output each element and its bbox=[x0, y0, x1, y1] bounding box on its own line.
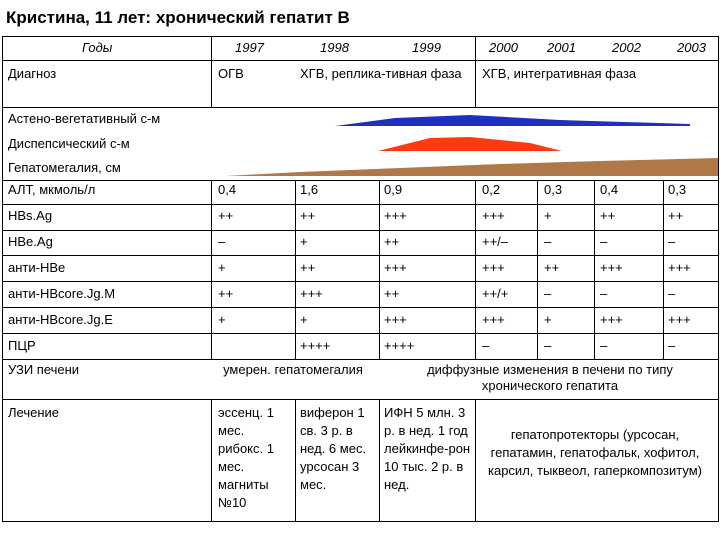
table-cell: – bbox=[668, 286, 676, 301]
table-cell: ++ bbox=[384, 234, 400, 249]
table-cell: +++ bbox=[668, 260, 691, 275]
diagnosis-integrative: ХГВ, интегративная фаза bbox=[482, 66, 637, 81]
table-cell: +++ bbox=[384, 208, 407, 223]
table-cell: ++/+ bbox=[482, 286, 509, 301]
syndrome-label: Диспепсический с-м bbox=[8, 136, 130, 151]
year-header: 2002 bbox=[612, 40, 641, 55]
treatment-1997: эссенц. 1 мес. рибокс. 1 мес. магниты №10 bbox=[218, 405, 274, 510]
row-label: HBs.Ag bbox=[8, 208, 53, 223]
diagnosis-replicative: ХГВ, реплика-тивная фаза bbox=[300, 66, 462, 81]
year-header: 2000 bbox=[489, 40, 518, 55]
row-label: анти-HBcore.Jg.M bbox=[8, 286, 116, 301]
table-cell: – bbox=[482, 338, 490, 353]
row-label: анти-HBe bbox=[8, 260, 66, 275]
diagnosis-label: Диагноз bbox=[8, 66, 57, 81]
years-header-label: Годы bbox=[82, 40, 113, 55]
uzi-label: УЗИ печени bbox=[8, 362, 80, 377]
table-cell: 1,6 bbox=[300, 182, 319, 197]
row-label: HBe.Ag bbox=[8, 234, 53, 249]
table-cell: ++ bbox=[218, 286, 234, 301]
year-header: 2003 bbox=[677, 40, 706, 55]
table-cell: + bbox=[218, 260, 226, 275]
page-title: Кристина, 11 лет: хронический гепатит В bbox=[6, 8, 350, 27]
table-cell: ++/– bbox=[482, 234, 509, 249]
table-cell: 0,2 bbox=[482, 182, 501, 197]
table-cell: 0,4 bbox=[600, 182, 619, 197]
table-cell: +++ bbox=[384, 312, 407, 327]
table-cell: – bbox=[544, 338, 552, 353]
year-header: 1997 bbox=[235, 40, 264, 55]
table-cell: +++ bbox=[482, 260, 505, 275]
table-cell: + bbox=[218, 312, 226, 327]
table-cell: 0,3 bbox=[544, 182, 563, 197]
syndrome-label: Гепатомегалия, см bbox=[8, 160, 121, 175]
treatment-1999: ИФН 5 млн. 3 р. в нед. 1 год лейкинфе-рон 10 тыс. 2 р. в нед. bbox=[384, 405, 471, 492]
table-cell: – bbox=[600, 338, 608, 353]
table-cell: +++ bbox=[600, 312, 623, 327]
syndrome-label: Астено-вегетативный с-м bbox=[8, 111, 161, 126]
table-cell: ++ bbox=[668, 208, 684, 223]
table-cell: ++ bbox=[600, 208, 616, 223]
year-header: 2001 bbox=[547, 40, 576, 55]
treatment-1998: виферон 1 св. 3 р. в нед. 6 мес. урсосан 3 мес. bbox=[300, 405, 367, 492]
treatment-label: Лечение bbox=[8, 405, 60, 420]
treatment-later: гепатопротекторы (урсосан, гепатамин, гепатофальк, хофитол, карсил, тыквеол, гаперкомпозитум) bbox=[488, 427, 702, 478]
table-cell: +++ bbox=[300, 286, 323, 301]
table-cell: – bbox=[600, 286, 608, 301]
table-cell: +++ bbox=[482, 208, 505, 223]
table-cell: 0,4 bbox=[218, 182, 237, 197]
row-label: ПЦР bbox=[8, 338, 36, 353]
table-cell: – bbox=[544, 234, 552, 249]
table-cell: ++ bbox=[218, 208, 234, 223]
year-header: 1998 bbox=[320, 40, 349, 55]
table-cell: – bbox=[668, 234, 676, 249]
table-cell: +++ bbox=[384, 260, 407, 275]
table-cell: +++ bbox=[668, 312, 691, 327]
table-cell: ++ bbox=[544, 260, 560, 275]
table-cell: + bbox=[300, 234, 308, 249]
table-cell: + bbox=[544, 208, 552, 223]
table-cell: ++ bbox=[300, 208, 316, 223]
table-cell: + bbox=[544, 312, 552, 327]
row-label: анти-HBcore.Jg.E bbox=[8, 312, 113, 327]
table-cell: 0,3 bbox=[668, 182, 687, 197]
table-cell: ++++ bbox=[384, 338, 415, 353]
year-header: 1999 bbox=[412, 40, 441, 55]
hepatomegaly-band bbox=[226, 158, 718, 176]
table-cell: +++ bbox=[482, 312, 505, 327]
diagnosis-ogv: ОГВ bbox=[218, 66, 244, 81]
table-cell: – bbox=[600, 234, 608, 249]
row-label: АЛТ, мкмоль/л bbox=[8, 182, 96, 197]
table-cell: – bbox=[218, 234, 226, 249]
table-cell: ++++ bbox=[300, 338, 331, 353]
astheno-vegetative-band bbox=[335, 115, 690, 126]
table-cell: +++ bbox=[600, 260, 623, 275]
dyspeptic-band bbox=[378, 137, 562, 151]
uzi-early: умерен. гепатомегалия bbox=[223, 362, 363, 377]
table-cell: – bbox=[668, 338, 676, 353]
uzi-late: диффузные изменения в печени по типу хронического гепатита bbox=[427, 362, 673, 393]
table-cell: – bbox=[544, 286, 552, 301]
table-cell: 0,9 bbox=[384, 182, 403, 197]
table-cell: ++ bbox=[384, 286, 400, 301]
table-cell: + bbox=[300, 312, 308, 327]
table-cell: ++ bbox=[300, 260, 316, 275]
